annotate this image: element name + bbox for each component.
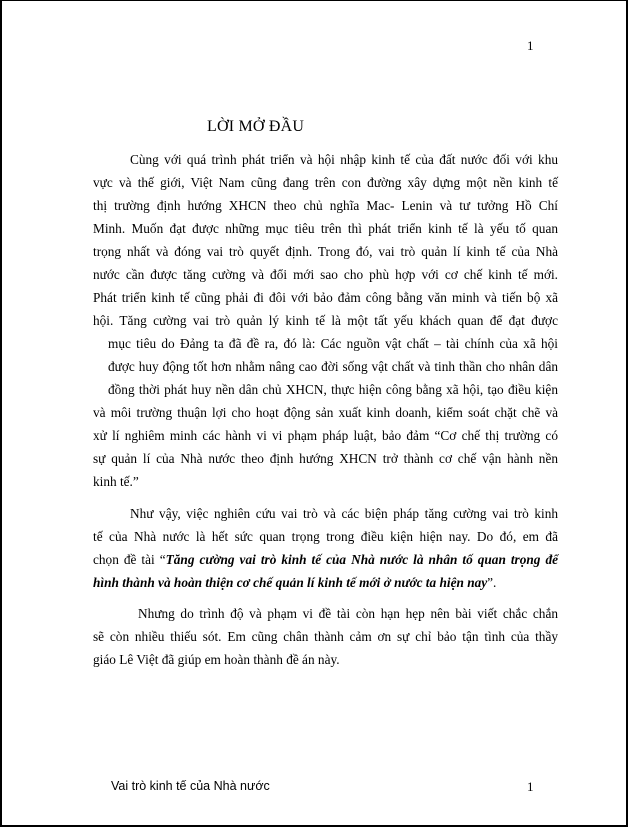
footer-page-number: 1 xyxy=(527,779,534,794)
paragraph-line: thị trường định hướng XHCN theo chủ nghĩa Mac- Lenin và tư tưởng Hồ Chí xyxy=(93,198,558,213)
paragraph-line: Nhưng do trình độ và phạm vi đề tài còn hạn hẹp nên bài viết chắc chắn xyxy=(138,606,558,621)
paragraph-line: vực và thế giới, Việt Nam cũng đang trên con đường xây dựng một nền kinh tế xyxy=(93,175,558,190)
page-number-top: 1 xyxy=(527,38,534,53)
page-title: LỜI MỞ ĐẦU xyxy=(207,118,305,135)
line-suffix: ”. xyxy=(487,575,497,590)
paragraph-line: Cùng với quá trình phát triển và hội nhập kinh tế của đất nước đối với khu xyxy=(130,152,558,167)
paragraph-line: mục tiêu do Đảng ta đã đề ra, đó là: Các nguồn vật chất – tài chính của xã hội xyxy=(108,336,558,351)
paragraph-line: tế của Nhà nước là hết sức quan trọng trong điều kiện hiện nay. Do đó, em đã xyxy=(93,529,558,544)
paragraph-line: xử lí nghiêm minh các hành vi vi phạm pháp luật, bảo đảm “Cơ chế thị trường có xyxy=(93,428,558,443)
paragraph-line: trọng nhất và đóng vai trò quyết định. Trong đó, vai trò quản lí kinh tế của Nhà xyxy=(93,244,558,259)
footer-title: Vai trò kinh tế của Nhà nước xyxy=(111,779,270,793)
topic-title-part2: hình thành và hoàn thiện cơ chế quản lí kinh tế mới ở nước ta hiện nay xyxy=(93,575,488,590)
paragraph-line: Như vậy, việc nghiên cứu vai trò và các biện pháp tăng cường vai trò kinh xyxy=(130,506,558,521)
paragraph-line-emphasis xyxy=(93,575,558,591)
paragraph-line: sự quản lí của Nhà nước theo định hướng XHCN trở thành cơ chế vận hành nền xyxy=(93,451,558,466)
line-prefix: chọn đề tài “ xyxy=(93,552,166,567)
topic-title-part1: Tăng cường vai trò kinh tế của Nhà nước là nhân tố quan trọng để xyxy=(165,552,558,567)
paragraph-line: nước cần được tăng cường và đổi mới sao cho phù hợp với cơ chế kinh tế mới. xyxy=(93,267,558,282)
paragraph-line: hội. Tăng cường vai trò quản lý kinh tế là một tất yếu khách quan để đạt được xyxy=(93,313,558,328)
paragraph-line: Minh. Muốn đạt được những mục tiêu trên thì phát triển kinh tế là yếu tố quan xyxy=(93,221,558,236)
paragraph-line: được huy động tốt hơn nhằm nâng cao đời sống vật chất và tinh thần cho nhân dân xyxy=(108,359,558,374)
paragraph-line: kinh tế.” xyxy=(93,474,139,489)
paragraph-line: và môi trường thuận lợi cho hoạt động sản xuất kinh doanh, kiểm soát chặt chẽ và xyxy=(93,405,558,420)
paragraph-line: đồng thời phát huy nền dân chủ XHCN, thực hiện công bằng xã hội, tạo điều kiện xyxy=(108,382,558,397)
paragraph-line-emphasis xyxy=(93,552,558,568)
paragraph-line: giáo Lê Việt đã giúp em hoàn thành đề án này. xyxy=(93,652,340,667)
paragraph-line: Phát triển kinh tế cũng phải đi đôi với bảo đảm công bằng văn minh và tiến bộ xã xyxy=(93,290,558,305)
paragraph-line: sẽ còn nhiều thiếu sót. Em cũng chân thành cảm ơn sự chỉ bảo tận tình của thầy xyxy=(93,629,558,644)
